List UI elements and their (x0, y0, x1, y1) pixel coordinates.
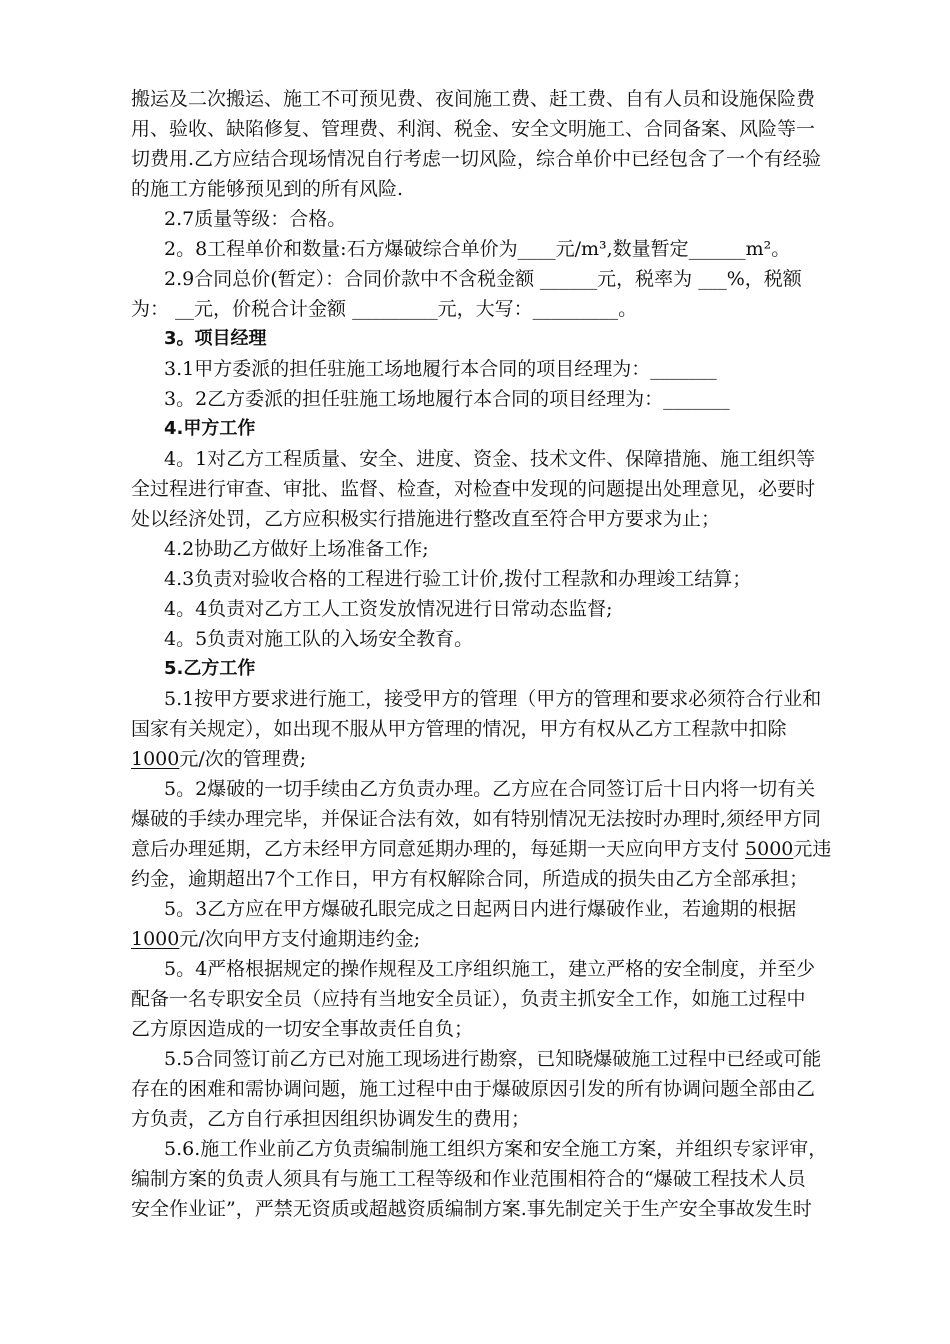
paragraph-line (131, 954, 831, 984)
paragraph-line (131, 924, 831, 954)
text-run: 5.5合同签订前乙方已对施工现场进行勘察，已知晓爆破施工过程中已经或可能 (164, 1048, 822, 1070)
paragraph-line (131, 624, 831, 654)
paragraph-line (131, 534, 831, 564)
text-run: 5.乙方工作 (164, 658, 256, 679)
text-run: 3。2乙方委派的担任驻施工场地履行本合同的项目经理为：_______ (164, 388, 730, 410)
text-run: 编制方案的负责人须具有与施工工程等级和作业范围相符合的“爆破工程技术人员 (131, 1168, 806, 1190)
text-run: 4.2协助乙方做好上场准备工作; (164, 538, 429, 560)
section-heading (131, 324, 831, 354)
paragraph-line (131, 84, 831, 114)
text-run: 乙方原因造成的一切安全事故责任自负； (131, 1018, 474, 1040)
paragraph-line (131, 504, 831, 534)
text-run: 4.3负责对验收合格的工程进行验工计价,拨付工程款和办理竣工结算； (164, 568, 752, 590)
text-run: 5.6.施工作业前乙方负责编制施工组织方案和安全施工方案，并组织专家评审， (164, 1138, 828, 1160)
text-run: 元违 (793, 838, 831, 860)
paragraph-line (131, 1074, 831, 1104)
paragraph-line (131, 354, 831, 384)
paragraph-line (131, 234, 831, 264)
paragraph-line (131, 1014, 831, 1044)
paragraph-line (131, 474, 831, 504)
paragraph-line (131, 444, 831, 474)
text-run: 5。2爆破的一切手续由乙方负责办理。乙方应在合同签订后十日内将一切有关 (164, 778, 816, 800)
contract-page (131, 84, 831, 1224)
text-run: 用、验收、缺陷修复、管理费、利润、税金、安全文明施工、合同备案、风险等一 (131, 118, 816, 140)
text-run: 约金，逾期超出7个工作日，甲方有权解除合同，所造成的损失由乙方全部承担； (131, 868, 809, 890)
text-run: 全过程进行审查、审批、监督、检查，对检查中发现的问题提出处理意见，必要时 (131, 478, 816, 500)
paragraph-line (131, 294, 831, 324)
paragraph-line (131, 804, 831, 834)
text-run: 安全作业证”，严禁无资质或超越资质编制方案.事先制定关于生产安全事故发生时 (131, 1198, 812, 1220)
text-run: 存在的困难和需协调问题，施工过程中由于爆破原因引发的所有协调问题全部由乙 (131, 1078, 816, 1100)
paragraph-line (131, 204, 831, 234)
paragraph-line (131, 774, 831, 804)
text-run: 的施工方能够预见到的所有风险. (131, 178, 404, 200)
section-heading (131, 414, 831, 444)
text-run: 4.甲方工作 (164, 418, 256, 439)
text-run: 2.7质量等级：合格。 (164, 208, 347, 230)
text-run: 搬运及二次搬运、施工不可预见费、夜间施工费、赶工费、自有人员和设施保险费 (131, 88, 816, 110)
text-run: 元/次的管理费; (179, 748, 307, 770)
underlined-amount: 1000 (131, 748, 180, 770)
paragraph-line (131, 714, 831, 744)
paragraph-line (131, 684, 831, 714)
paragraph-line (131, 144, 831, 174)
text-run: 为： __元，价税合计金额 _________元，大写：_________。 (131, 298, 638, 320)
paragraph-line (131, 1044, 831, 1074)
paragraph-line (131, 384, 831, 414)
paragraph-line (131, 834, 831, 864)
paragraph-line (131, 594, 831, 624)
text-run: 4。5负责对施工队的入场安全教育。 (164, 628, 474, 650)
paragraph-line (131, 894, 831, 924)
text-run: 意后办理延期，乙方未经甲方同意延期办理的，每延期一天应向甲方支付 (131, 838, 746, 860)
underlined-amount: 1000 (131, 928, 180, 950)
text-run: 5。3乙方应在甲方爆破孔眼完成之日起两日内进行爆破作业，若逾期的根据 (164, 898, 797, 920)
text-run: 方负责，乙方自行承担因组织协调发生的费用； (131, 1108, 531, 1130)
paragraph-line (131, 1164, 831, 1194)
paragraph-line (131, 114, 831, 144)
text-run: 2。8工程单价和数量:石方爆破综合单价为____元/m³,数量暂定______m²。 (164, 238, 791, 260)
paragraph-line (131, 174, 831, 204)
text-run: 元/次向甲方支付逾期违约金; (179, 928, 421, 950)
paragraph-line (131, 864, 831, 894)
text-run: 配备一名专职安全员（应持有当地安全员证），负责主抓安全工作，如施工过程中 (131, 988, 806, 1010)
text-run: 切费用.乙方应结合现场情况自行考虑一切风险，综合单价中已经包含了一个有经验 (131, 148, 822, 170)
text-run: 4。4负责对乙方工人工资发放情况进行日常动态监督; (164, 598, 613, 620)
paragraph-line (131, 564, 831, 594)
text-run: 5。4严格根据规定的操作规程及工序组织施工，建立严格的安全制度，并至少 (164, 958, 816, 980)
text-run: 3。项目经理 (164, 328, 267, 349)
text-run: 处以经济处罚，乙方应积极实行措施进行整改直至符合甲方要求为止； (131, 508, 721, 530)
text-run: 5.1按甲方要求进行施工，接受甲方的管理（甲方的管理和要求必须符合行业和 (164, 688, 822, 710)
text-run: 国家有关规定），如出现不服从甲方管理的情况，甲方有权从乙方工程款中扣除 (131, 718, 787, 740)
text-run: 爆破的手续办理完毕，并保证合法有效，如有特别情况无法按时办理时,须经甲方同 (131, 808, 822, 830)
paragraph-line (131, 984, 831, 1014)
text-run: 2.9合同总价(暂定）：合同价款中不含税金额 ______元，税率为 ___%，税额 (164, 268, 802, 290)
text-run: 4。1对乙方工程质量、安全、进度、资金、技术文件、保障措施、施工组织等 (164, 448, 816, 470)
paragraph-line (131, 264, 831, 294)
underlined-amount: 5000 (745, 838, 794, 860)
paragraph-line (131, 1104, 831, 1134)
text-run: 3.1甲方委派的担任驻施工场地履行本合同的项目经理为：_______ (164, 358, 717, 380)
paragraph-line (131, 744, 831, 774)
paragraph-line (131, 1134, 831, 1164)
paragraph-line (131, 1194, 831, 1224)
section-heading (131, 654, 831, 684)
